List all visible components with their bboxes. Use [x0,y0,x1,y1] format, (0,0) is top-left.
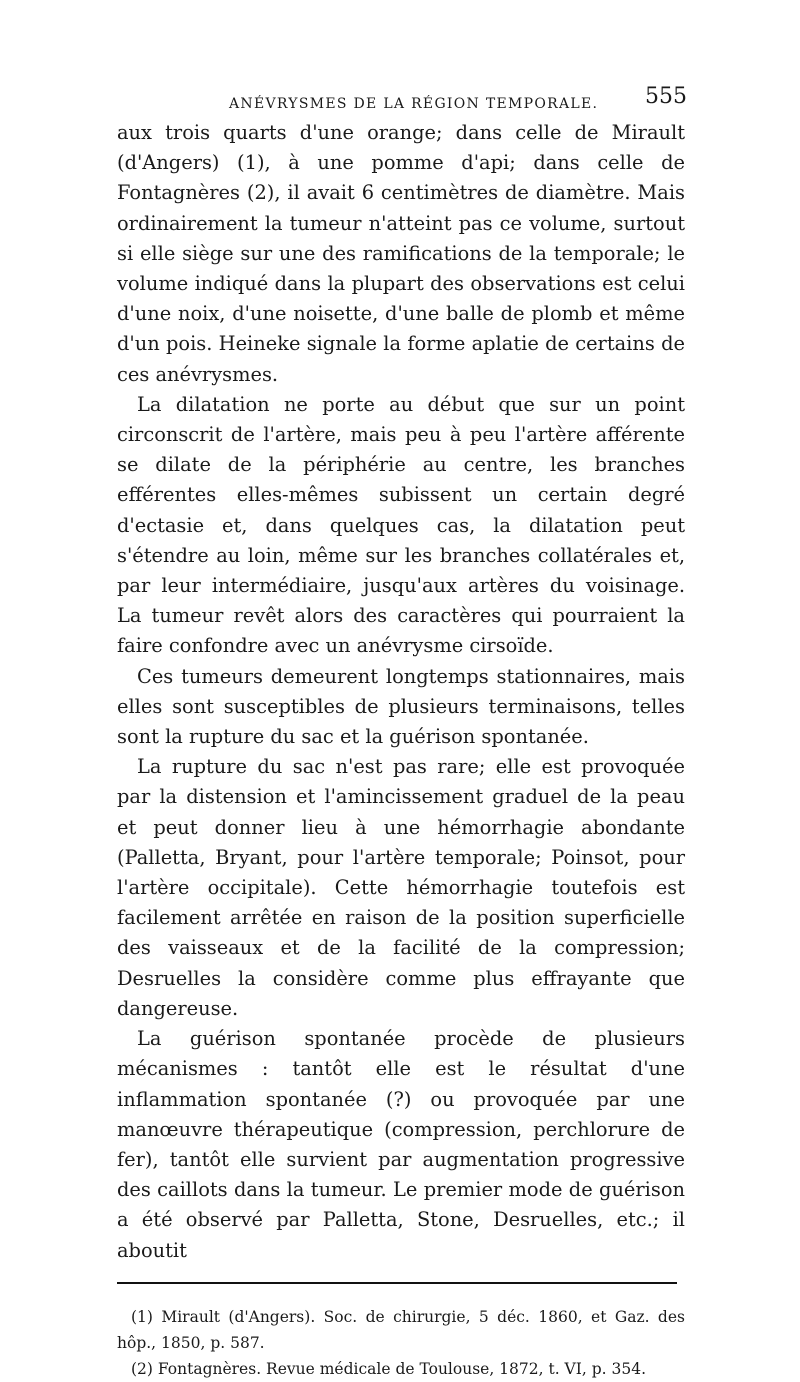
book-page [117,84,685,1382]
footnote-divider [117,1282,677,1284]
paragraph-continued: aux trois quarts d'une orange; dans celle de Mirault (d'Angers) (1), à une pomme d'api; dans celle de Fontagnères (2), il avait 6 centimètres de diamètre. Mais ordinairement la tumeur n'atteint pas ce volume, surtout si elle siège sur une des ramifications de la temporale; le volume indiqué dans la plupart des observations est celui d'une noix, d'une noisette, d'une balle de plomb et même d'un pois. Heineke signale la forme aplatie de certains de ces anévrysmes. [117,121,685,386]
footnotes [117,1304,685,1382]
footnote-2: (2) Fontagnères. Revue médicale de Toulouse, 1872, t. VI, p. 354. [131,1359,647,1378]
footnote-1: (1) Mirault (d'Angers). Soc. de chirurgie, 5 déc. 1860, et Gaz. des hôp., 1850, p. 587. [117,1307,685,1352]
paragraph-guerison: La guérison spontanée procède de plusieurs mécanismes : tantôt elle est le résultat d'une inflammation spontanée (?) ou provoquée par une manœuvre thérapeutique (compression, perchlorure de fer), tantôt elle survient par augmentation progressive des caillots dans la tumeur. Le premier mode de guérison a été observé par Palletta, Stone, Desruelles, etc.; il aboutit [117,1027,685,1262]
paragraph-rupture: La rupture du sac n'est pas rare; elle est provoquée par la distension et l'amincissement graduel de la peau et peut donner lieu à une hémorrhagie abondante (Palletta, Bryant, pour l'artère temporale; Poinsot, pour l'artère occipitale). Cette hémorrhagie toutefois est facilement arrêtée en raison de la position superficielle des vaisseaux et de la facilité de la compression; Desruelles la considère comme plus effrayante que dangereuse. [117,755,685,1020]
paragraph-dilatation: La dilatation ne porte au début que sur un point circonscrit de l'artère, mais peu à peu l'artère afférente se dilate de la périphérie au centre, les branches efférentes elles-mêmes subissent un certain degré d'ectasie et, dans quelques cas, la dilatation peut s'étendre au loin, même sur les branches collatérales et, par leur intermédiaire, jusqu'aux artères du voisinage. La tumeur revêt alors des caractères qui pourraient la faire confondre avec un anévrysme cirsoïde. [117,392,685,658]
page-number: 555 [645,84,687,109]
running-title: ANÉVRYSMES DE LA RÉGION TEMPORALE. [229,96,599,112]
running-head [117,84,685,118]
body-text [117,118,685,1266]
paragraph-terminaisons: Ces tumeurs demeurent longtemps stationnaires, mais elles sont susceptibles de plusieurs terminaisons, telles sont la rupture du sac et la guérison spontanée. [117,664,685,749]
